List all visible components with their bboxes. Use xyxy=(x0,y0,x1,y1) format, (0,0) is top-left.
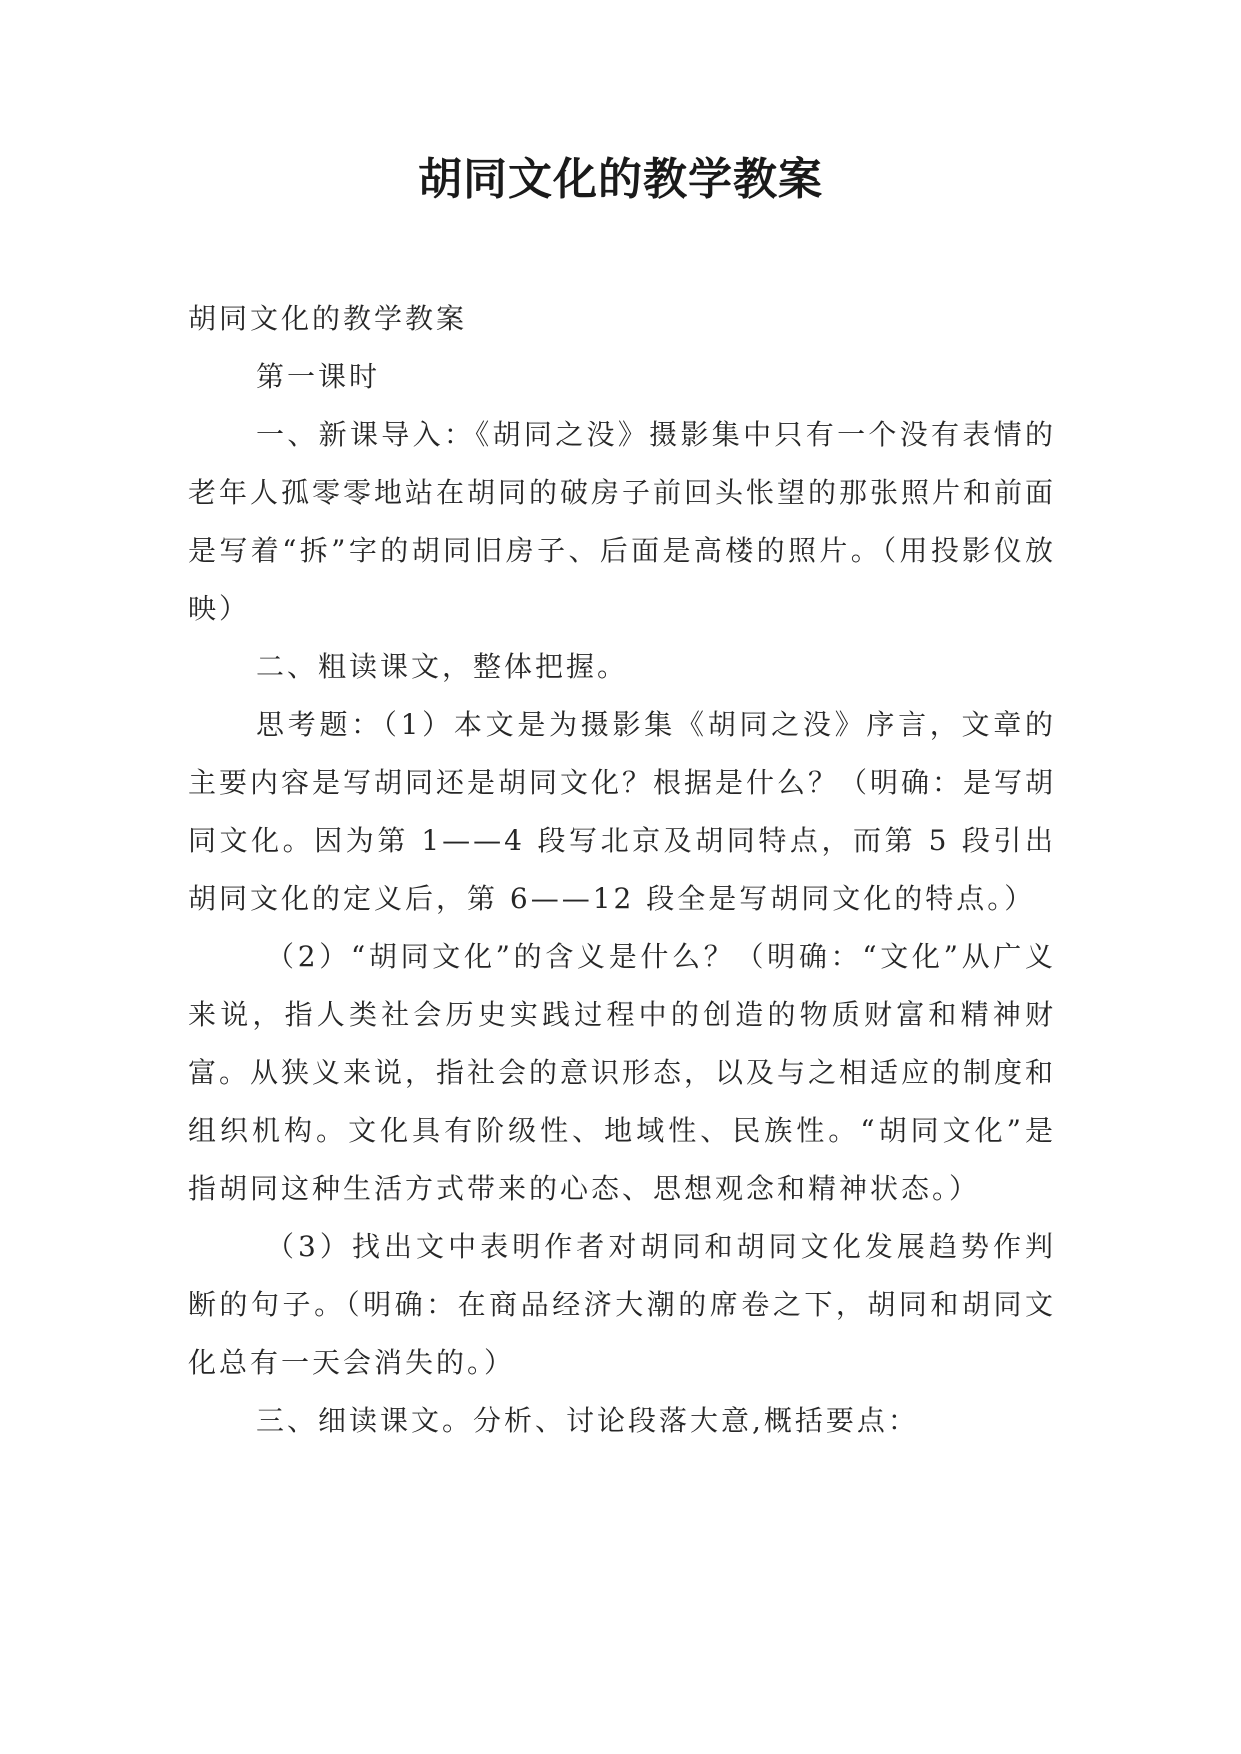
document-title: 胡同文化的教学教案 xyxy=(418,154,823,205)
paragraph-lesson: 第一课时 xyxy=(256,360,381,393)
paragraph-subtitle: 胡同文化的教学教案 xyxy=(188,302,468,335)
paragraph-read: 二、粗读课文，整体把握。 xyxy=(256,650,629,683)
paragraph-question-2: （2）“胡同文化”的含义是什么？（明确：“文化”从广义来说，指人类社会历史实践过程中的创造的物质财富和精神财富。从狭义来说，指社会的意识形态，以及与之相适应的制度和组织机构。文化具有阶级性、地域性、民族性。“胡同文化”是指胡同这种生活方式带来的心态、思想观念和精神状态。） xyxy=(188,940,1057,1205)
paragraph-question-1: 思考题：（1）本文是为摄影集《胡同之没》序言，文章的主要内容是写胡同还是胡同文化？根据是什么？（明确：是写胡同文化。因为第 1——4 段写北京及胡同特点，而第 5 段引出胡同文化的定义后，第 6——12 段全是写胡同文化的特点。） xyxy=(188,708,1057,915)
paragraph-detail: 三、细读课文。分析、讨论段落大意,概括要点： xyxy=(256,1404,919,1437)
paragraph-question-3: （3）找出文中表明作者对胡同和胡同文化发展趋势作判断的句子。（明确：在商品经济大潮的席卷之下，胡同和胡同文化总有一天会消失的。） xyxy=(188,1230,1056,1379)
paragraph-intro: 一、新课导入：《胡同之没》摄影集中只有一个没有表情的老年人孤零零地站在胡同的破房子前回头怅望的那张照片和前面是写着“拆”字的胡同旧房子、后面是高楼的照片。（用投影仪放映） xyxy=(188,418,1057,625)
document-body xyxy=(188,290,1056,1450)
